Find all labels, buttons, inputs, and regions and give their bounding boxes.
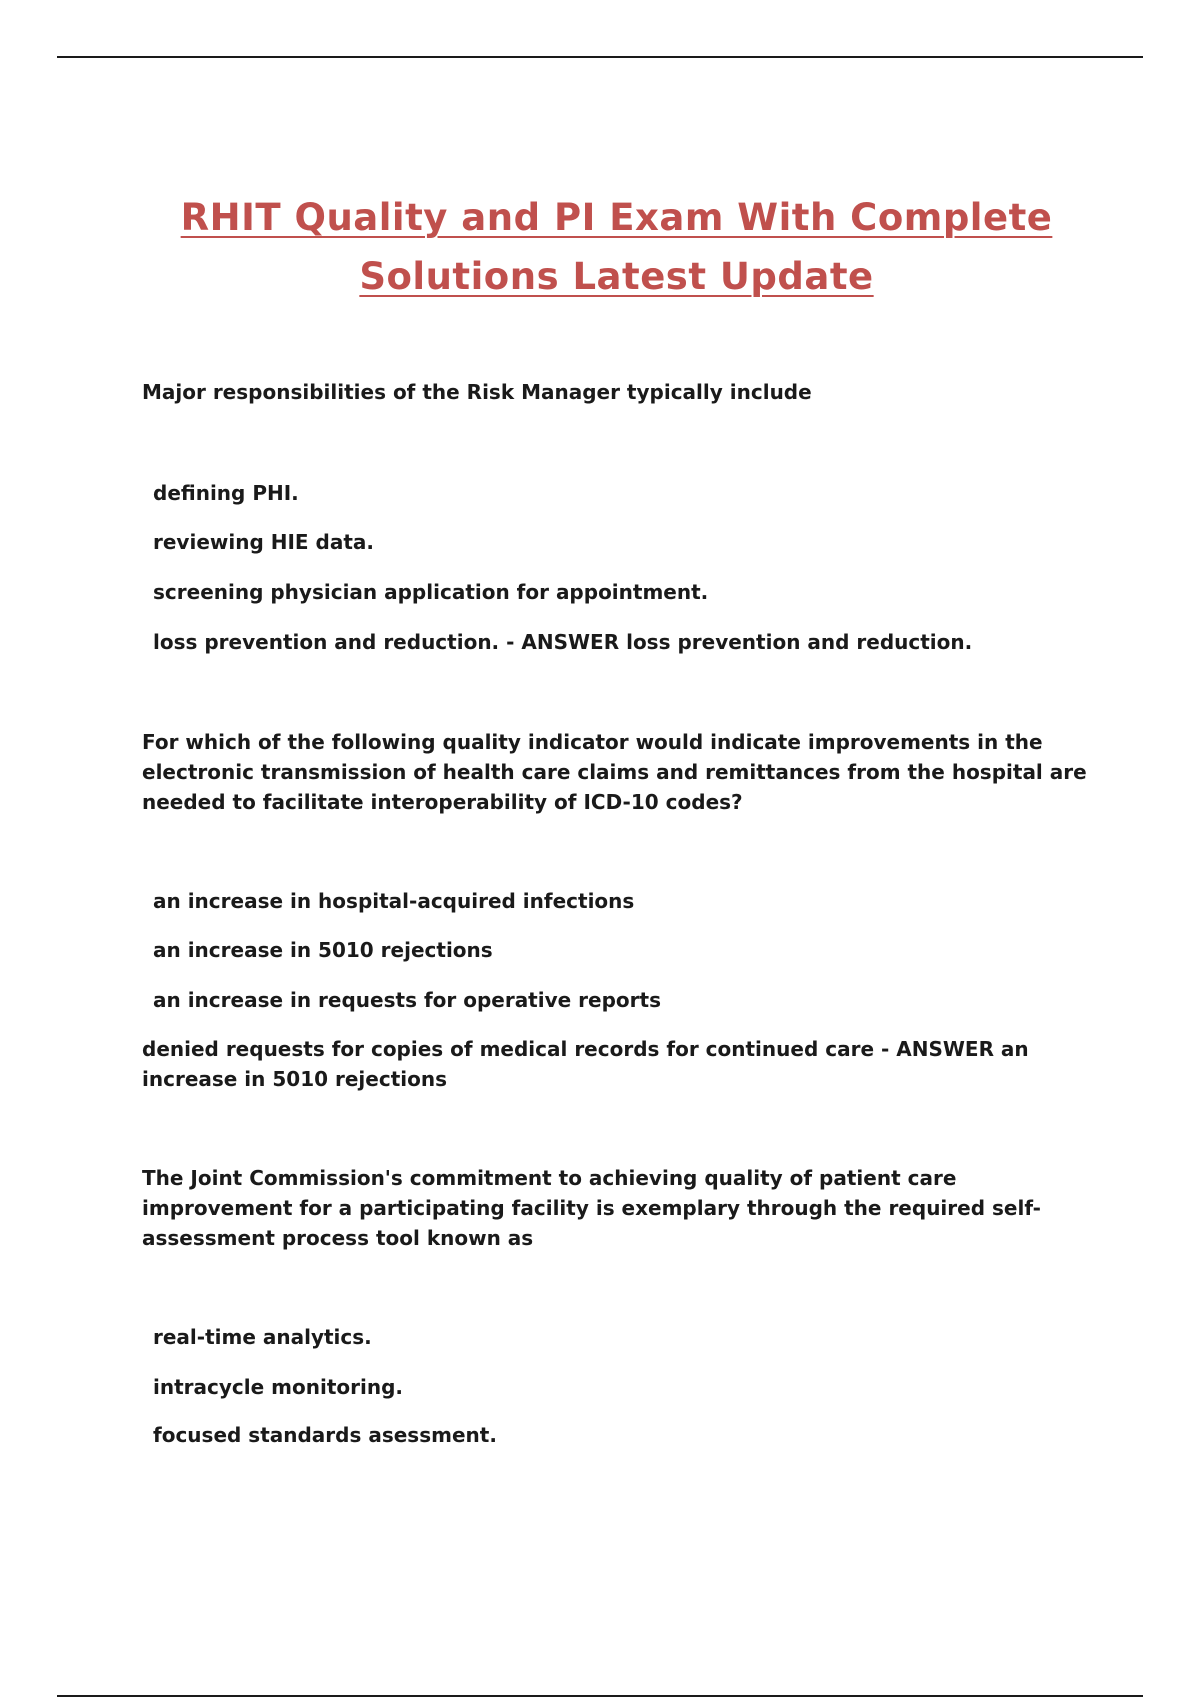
top-rule: [57, 56, 1143, 58]
question-3-prompt: The Joint Commission's commitment to achieving quality of patient care improvement for a participating facility is exemplary through the required self-assessment process tool known as: [142, 1166, 1041, 1250]
question-1-option-3: screening physician application for appointment.: [153, 580, 709, 604]
question-2-option-3: an increase in requests for operative reports: [153, 988, 661, 1012]
question-2-option-4: denied requests for copies of medical records for continued care - ANSWER an increase in 5010 rejections: [142, 1037, 1029, 1091]
question-3-option-3: focused standards asessment.: [153, 1423, 497, 1447]
bottom-rule: [57, 1695, 1143, 1697]
question-2-option-2: an increase in 5010 rejections: [153, 938, 493, 962]
title-line-2: Solutions Latest Update: [359, 255, 874, 298]
question-1-option-4: loss prevention and reduction. - ANSWER loss prevention and reduction.: [153, 630, 973, 654]
question-2-prompt: For which of the following quality indicator would indicate improvements in the electronic transmission of health care claims and remittances from the hospital are needed to facilitate interoperability of ICD-10 codes?: [142, 730, 1087, 814]
question-2-option-1: an increase in hospital-acquired infections: [153, 889, 635, 913]
question-3-option-2: intracycle monitoring.: [153, 1375, 403, 1399]
document-title: [150, 188, 1083, 306]
question-1-prompt: Major responsibilities of the Risk Manager typically include: [142, 380, 812, 404]
question-1-option-2: reviewing HIE data.: [153, 530, 375, 554]
question-1-option-1: defining PHI.: [153, 481, 299, 505]
question-3-option-1: real-time analytics.: [153, 1325, 372, 1349]
title-line-1: RHIT Quality and PI Exam With Complete: [180, 196, 1053, 239]
